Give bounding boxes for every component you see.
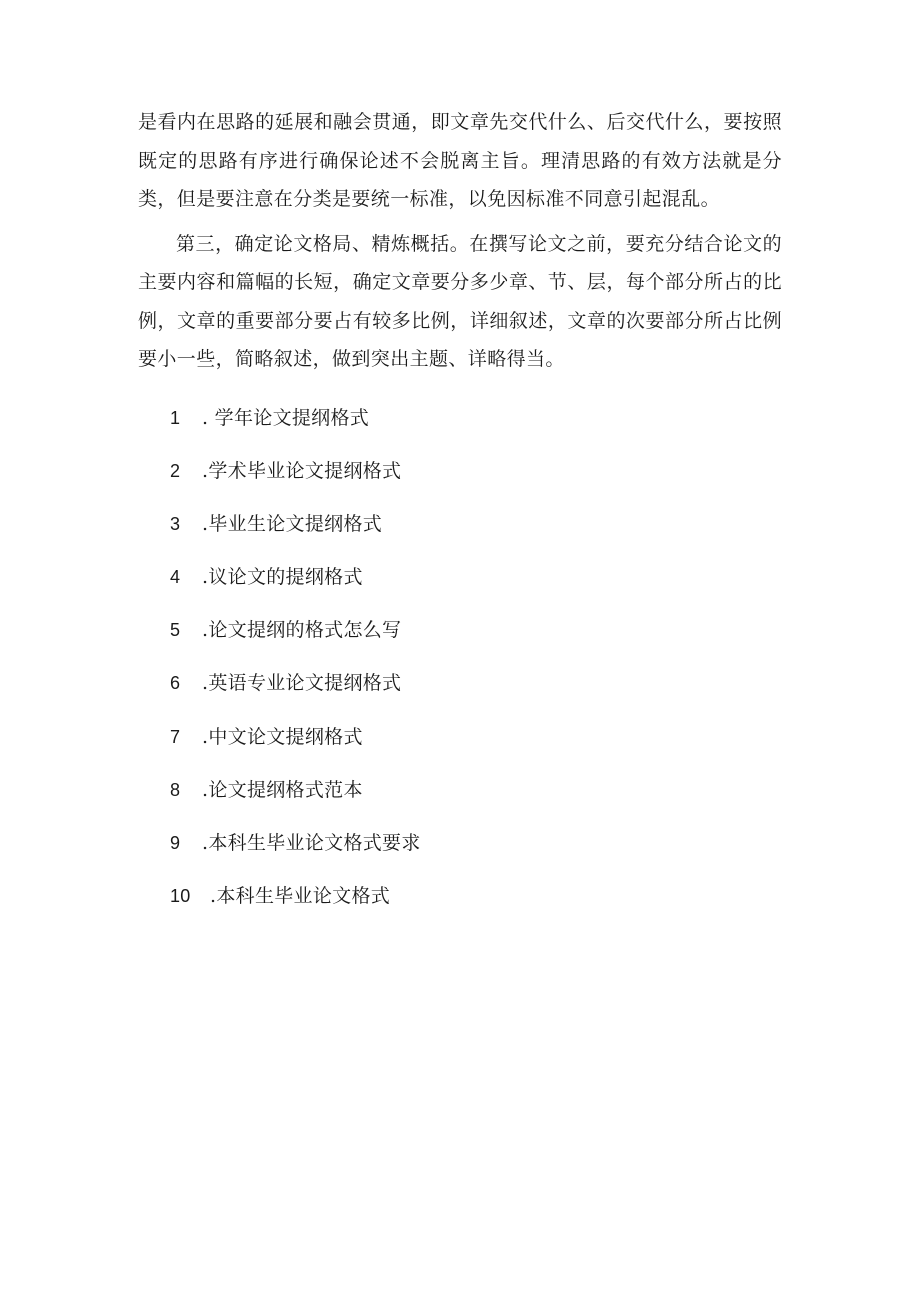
document-page	[138, 103, 782, 934]
list-item-text: . 学年论文提纲格式	[202, 406, 370, 429]
list-item-text: .英语专业论文提纲格式	[202, 672, 402, 695]
list-item-text: .论文提纲格式范本	[202, 778, 363, 801]
list-item-text: .论文提纲的格式怎么写	[202, 619, 402, 642]
list-item-text: .本科生毕业论文格式	[210, 885, 391, 908]
list-item[interactable]	[138, 562, 782, 615]
list-item-number: 1	[170, 407, 181, 428]
list-item-number: 5	[170, 620, 181, 641]
list-item-number: 2	[170, 460, 181, 481]
paragraph-third-point: 第三，确定论文格局、精炼概括。在撰写论文之前，要充分结合论文的主要内容和篇幅的长短，确定文章要分多少章、节、层，每个部分所占的比例，文章的重要部分要占有较多比例，详细叙述，文章的次要部分所占比例要小一些，简略叙述，做到突出主题、详略得当。	[138, 232, 782, 370]
list-item-text: .议论文的提纲格式	[202, 566, 363, 589]
list-item-number: 4	[170, 567, 181, 588]
list-item[interactable]	[138, 509, 782, 562]
paragraph-continuation: 是看内在思路的延展和融会贯通，即文章先交代什么、后交代什么，要按照既定的思路有序进行确保论述不会脱离主旨。理清思路的有效方法就是分类，但是要注意在分类是要统一标准，以免因标准不同意引起混乱。	[138, 111, 782, 210]
list-item-text: .毕业生论文提纲格式	[202, 512, 383, 535]
related-links-list	[138, 403, 782, 935]
list-item-number: 10	[170, 886, 191, 907]
list-item[interactable]	[138, 722, 782, 775]
list-item-number: 7	[170, 726, 181, 747]
list-item-text: .中文论文提纲格式	[202, 725, 363, 748]
list-item[interactable]	[138, 775, 782, 828]
list-item[interactable]	[138, 615, 782, 668]
list-item-text: .学术毕业论文提纲格式	[202, 459, 402, 482]
list-item[interactable]	[138, 668, 782, 721]
list-item[interactable]	[138, 881, 782, 934]
list-item[interactable]	[138, 456, 782, 509]
list-item-text: .本科生毕业论文格式要求	[202, 832, 421, 854]
list-item-number: 9	[170, 833, 181, 853]
list-item-number: 6	[170, 673, 181, 694]
list-item[interactable]	[138, 828, 782, 881]
list-item[interactable]	[138, 403, 782, 456]
list-item-number: 3	[170, 513, 181, 534]
list-item-number: 8	[170, 779, 181, 800]
